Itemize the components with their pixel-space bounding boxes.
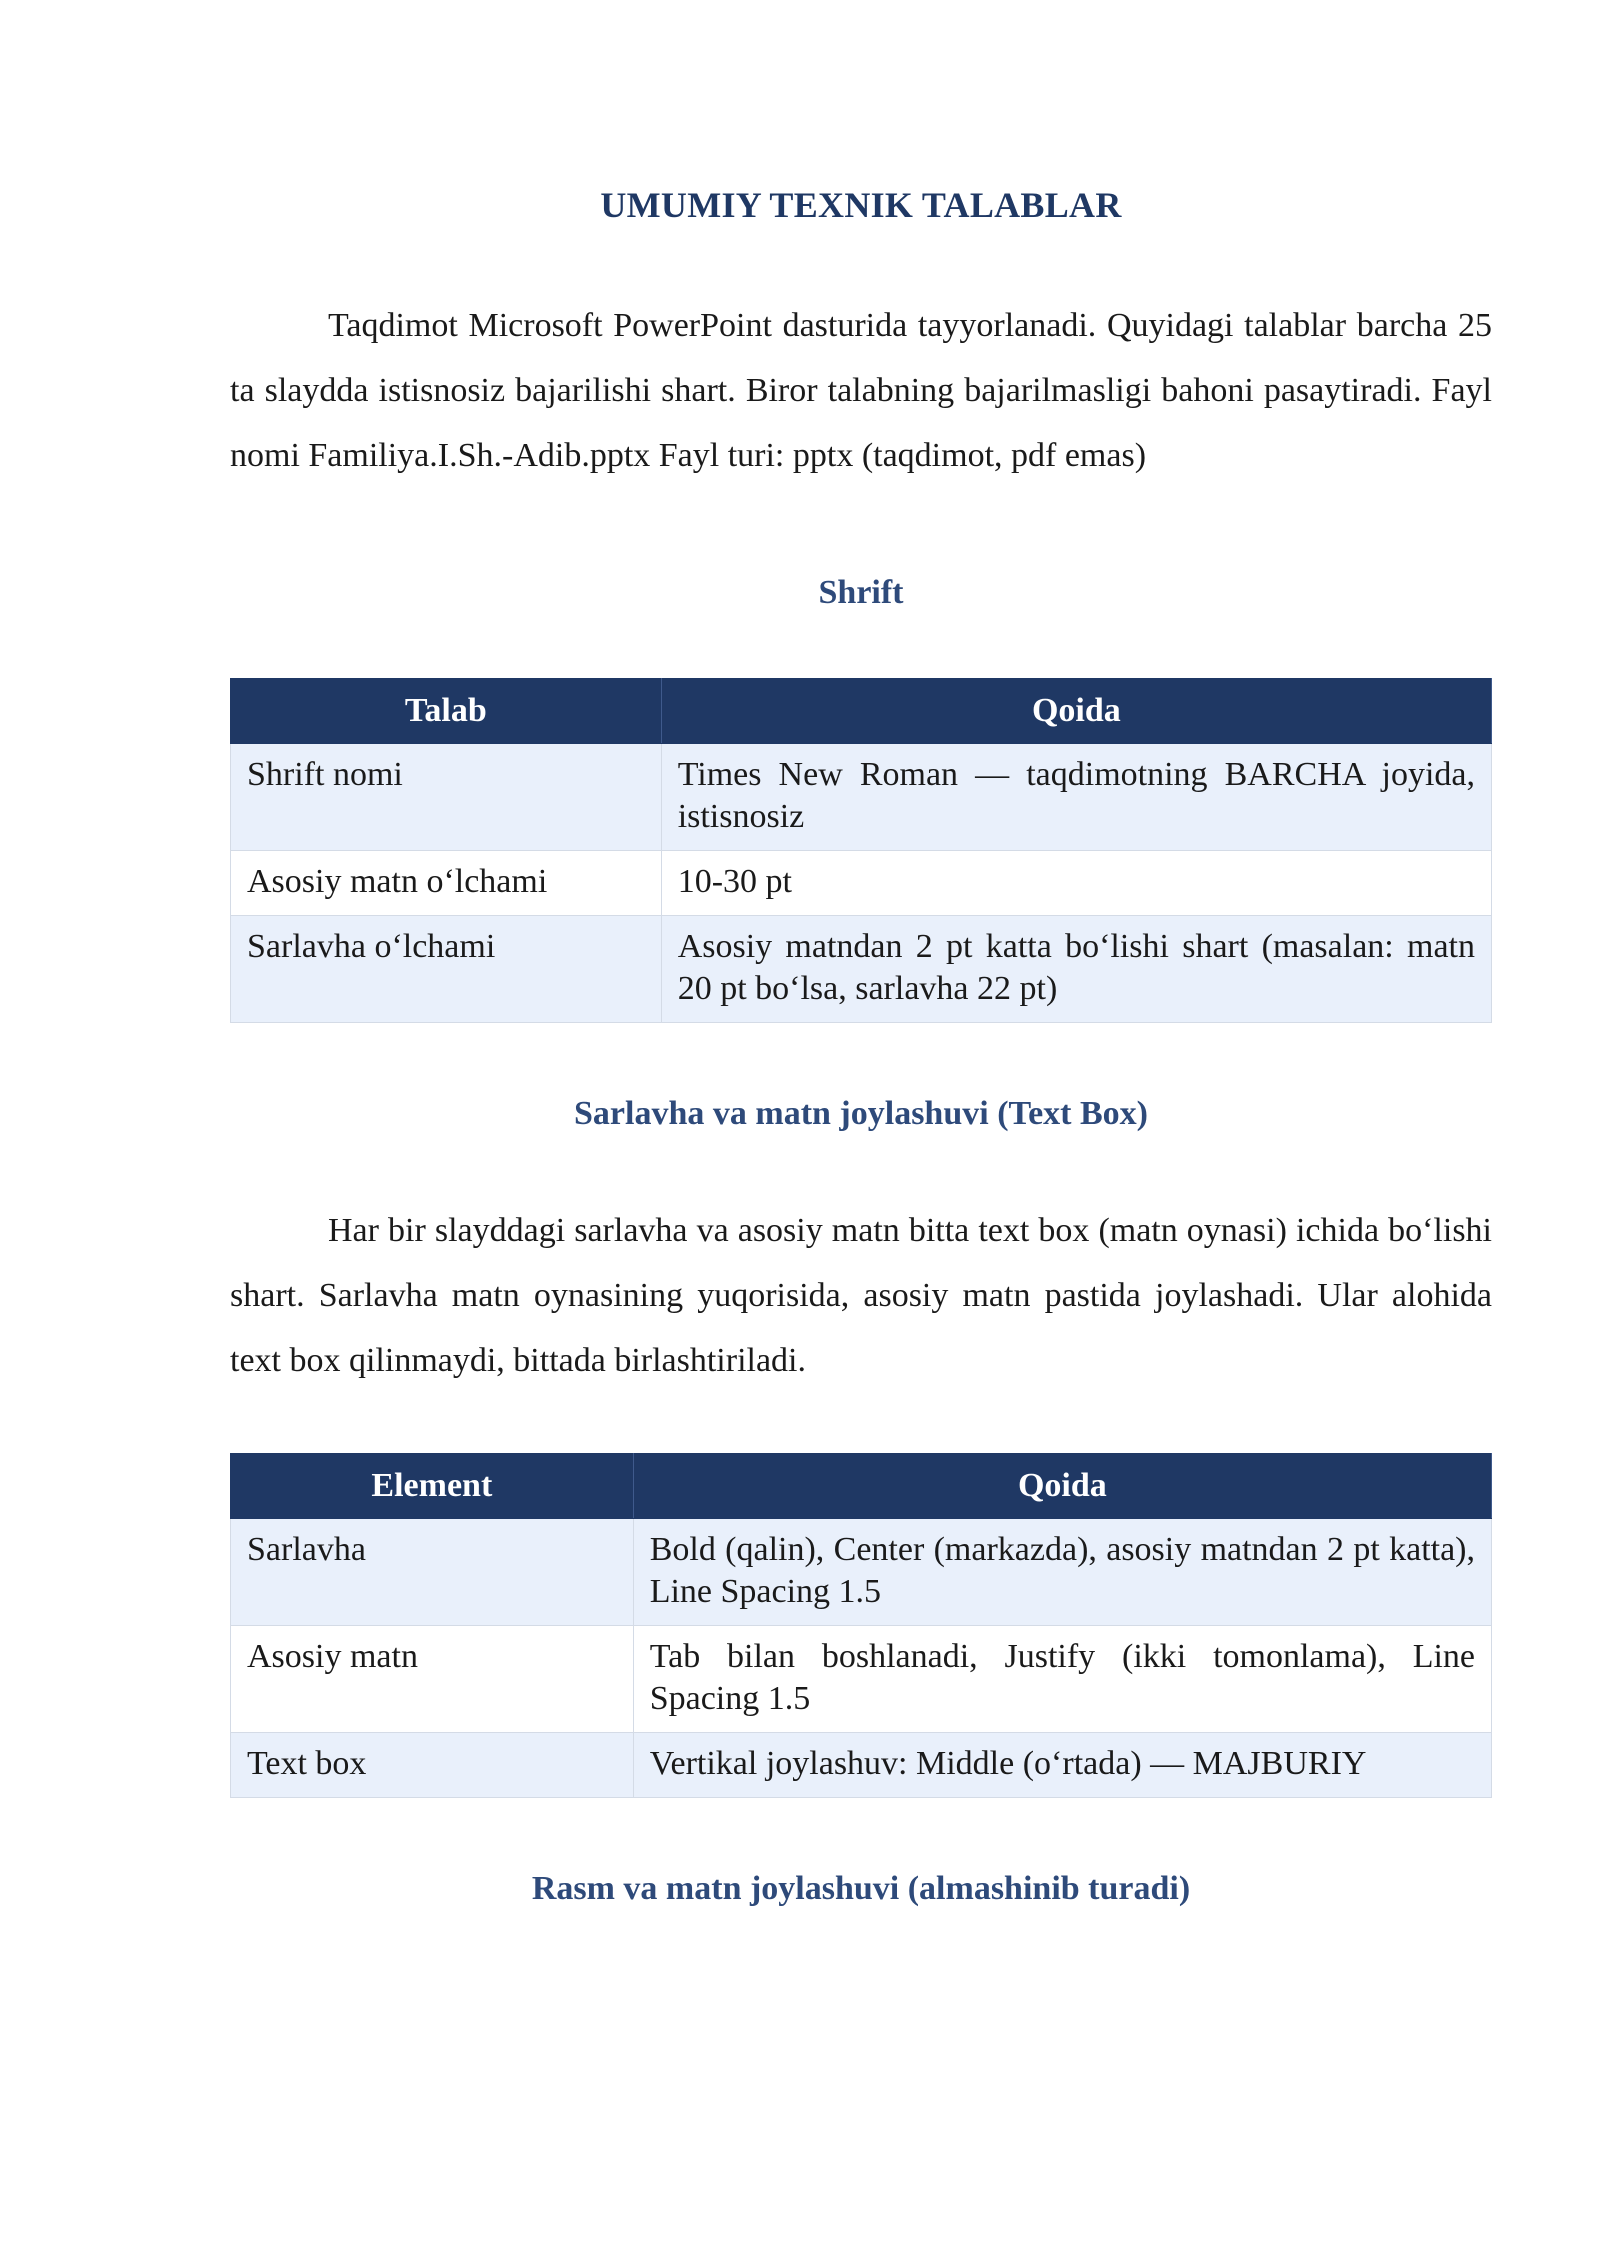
requirement-cell: Sarlavha o‘lchami — [231, 916, 662, 1023]
section-heading-image: Rasm va matn joylashuvi (almashinib turadi) — [531, 1870, 1191, 1907]
table-header-row — [231, 1454, 1492, 1519]
table-row — [231, 1626, 1492, 1733]
section-heading-font: Shrift — [818, 574, 904, 611]
rule-cell: Times New Roman — taqdimotning BARCHA joyida, istisnosiz — [661, 744, 1491, 851]
rule-cell: Asosiy matndan 2 pt katta bo‘lishi shart (masalan: matn 20 pt bo‘lsa, sarlavha 22 pt) — [661, 916, 1491, 1023]
table-row — [231, 1733, 1492, 1798]
column-header-element: Element — [231, 1454, 634, 1519]
requirement-cell: Asosiy matn o‘lchami — [231, 851, 662, 916]
textbox-paragraph: Har bir slayddagi sarlavha va asosiy matn bitta text box (matn oynasi) ichida bo‘lishi shart. Sarlavha matn oynasining yuqorisida, asosiy matn pastida joylashadi. Ular alohida text box qilinmaydi, bittada birlashtiriladi. — [230, 1212, 1492, 1379]
requirement-cell: Shrift nomi — [231, 744, 662, 851]
table-header-row — [231, 679, 1492, 744]
textbox-requirements-table — [230, 1453, 1492, 1798]
column-header-talab: Talab — [231, 679, 662, 744]
element-cell: Asosiy matn — [231, 1626, 634, 1733]
font-requirements-table — [230, 678, 1492, 1023]
table-row — [231, 1519, 1492, 1626]
rule-cell: Bold (qalin), Center (markazda), asosiy matndan 2 pt katta), Line Spacing 1.5 — [633, 1519, 1491, 1626]
column-header-qoida: Qoida — [661, 679, 1491, 744]
table-row — [231, 916, 1492, 1023]
rule-cell: Vertikal joylashuv: Middle (o‘rtada) — MAJBURIY — [633, 1733, 1491, 1798]
element-cell: Sarlavha — [231, 1519, 634, 1626]
table-row — [231, 744, 1492, 851]
rule-cell: Tab bilan boshlanadi, Justify (ikki tomonlama), Line Spacing 1.5 — [633, 1626, 1491, 1733]
column-header-qoida: Qoida — [633, 1454, 1491, 1519]
intro-paragraph: Taqdimot Microsoft PowerPoint dasturida tayyorlanadi. Quyidagi talablar barcha 25 ta slaydda istisnosiz bajarilishi shart. Biror talabning bajarilmasligi bahoni pasaytiradi. Fayl nomi Familiya.I.Sh.-Adib.pptx Fayl turi: pptx (taqdimot, pdf emas) — [230, 307, 1492, 474]
section-heading-textbox: Sarlavha va matn joylashuvi (Text Box) — [574, 1095, 1148, 1132]
document-title: UMUMIY TEXNIK TALABLAR — [600, 185, 1122, 225]
rule-cell: 10-30 pt — [661, 851, 1491, 916]
table-row — [231, 851, 1492, 916]
element-cell: Text box — [231, 1733, 634, 1798]
